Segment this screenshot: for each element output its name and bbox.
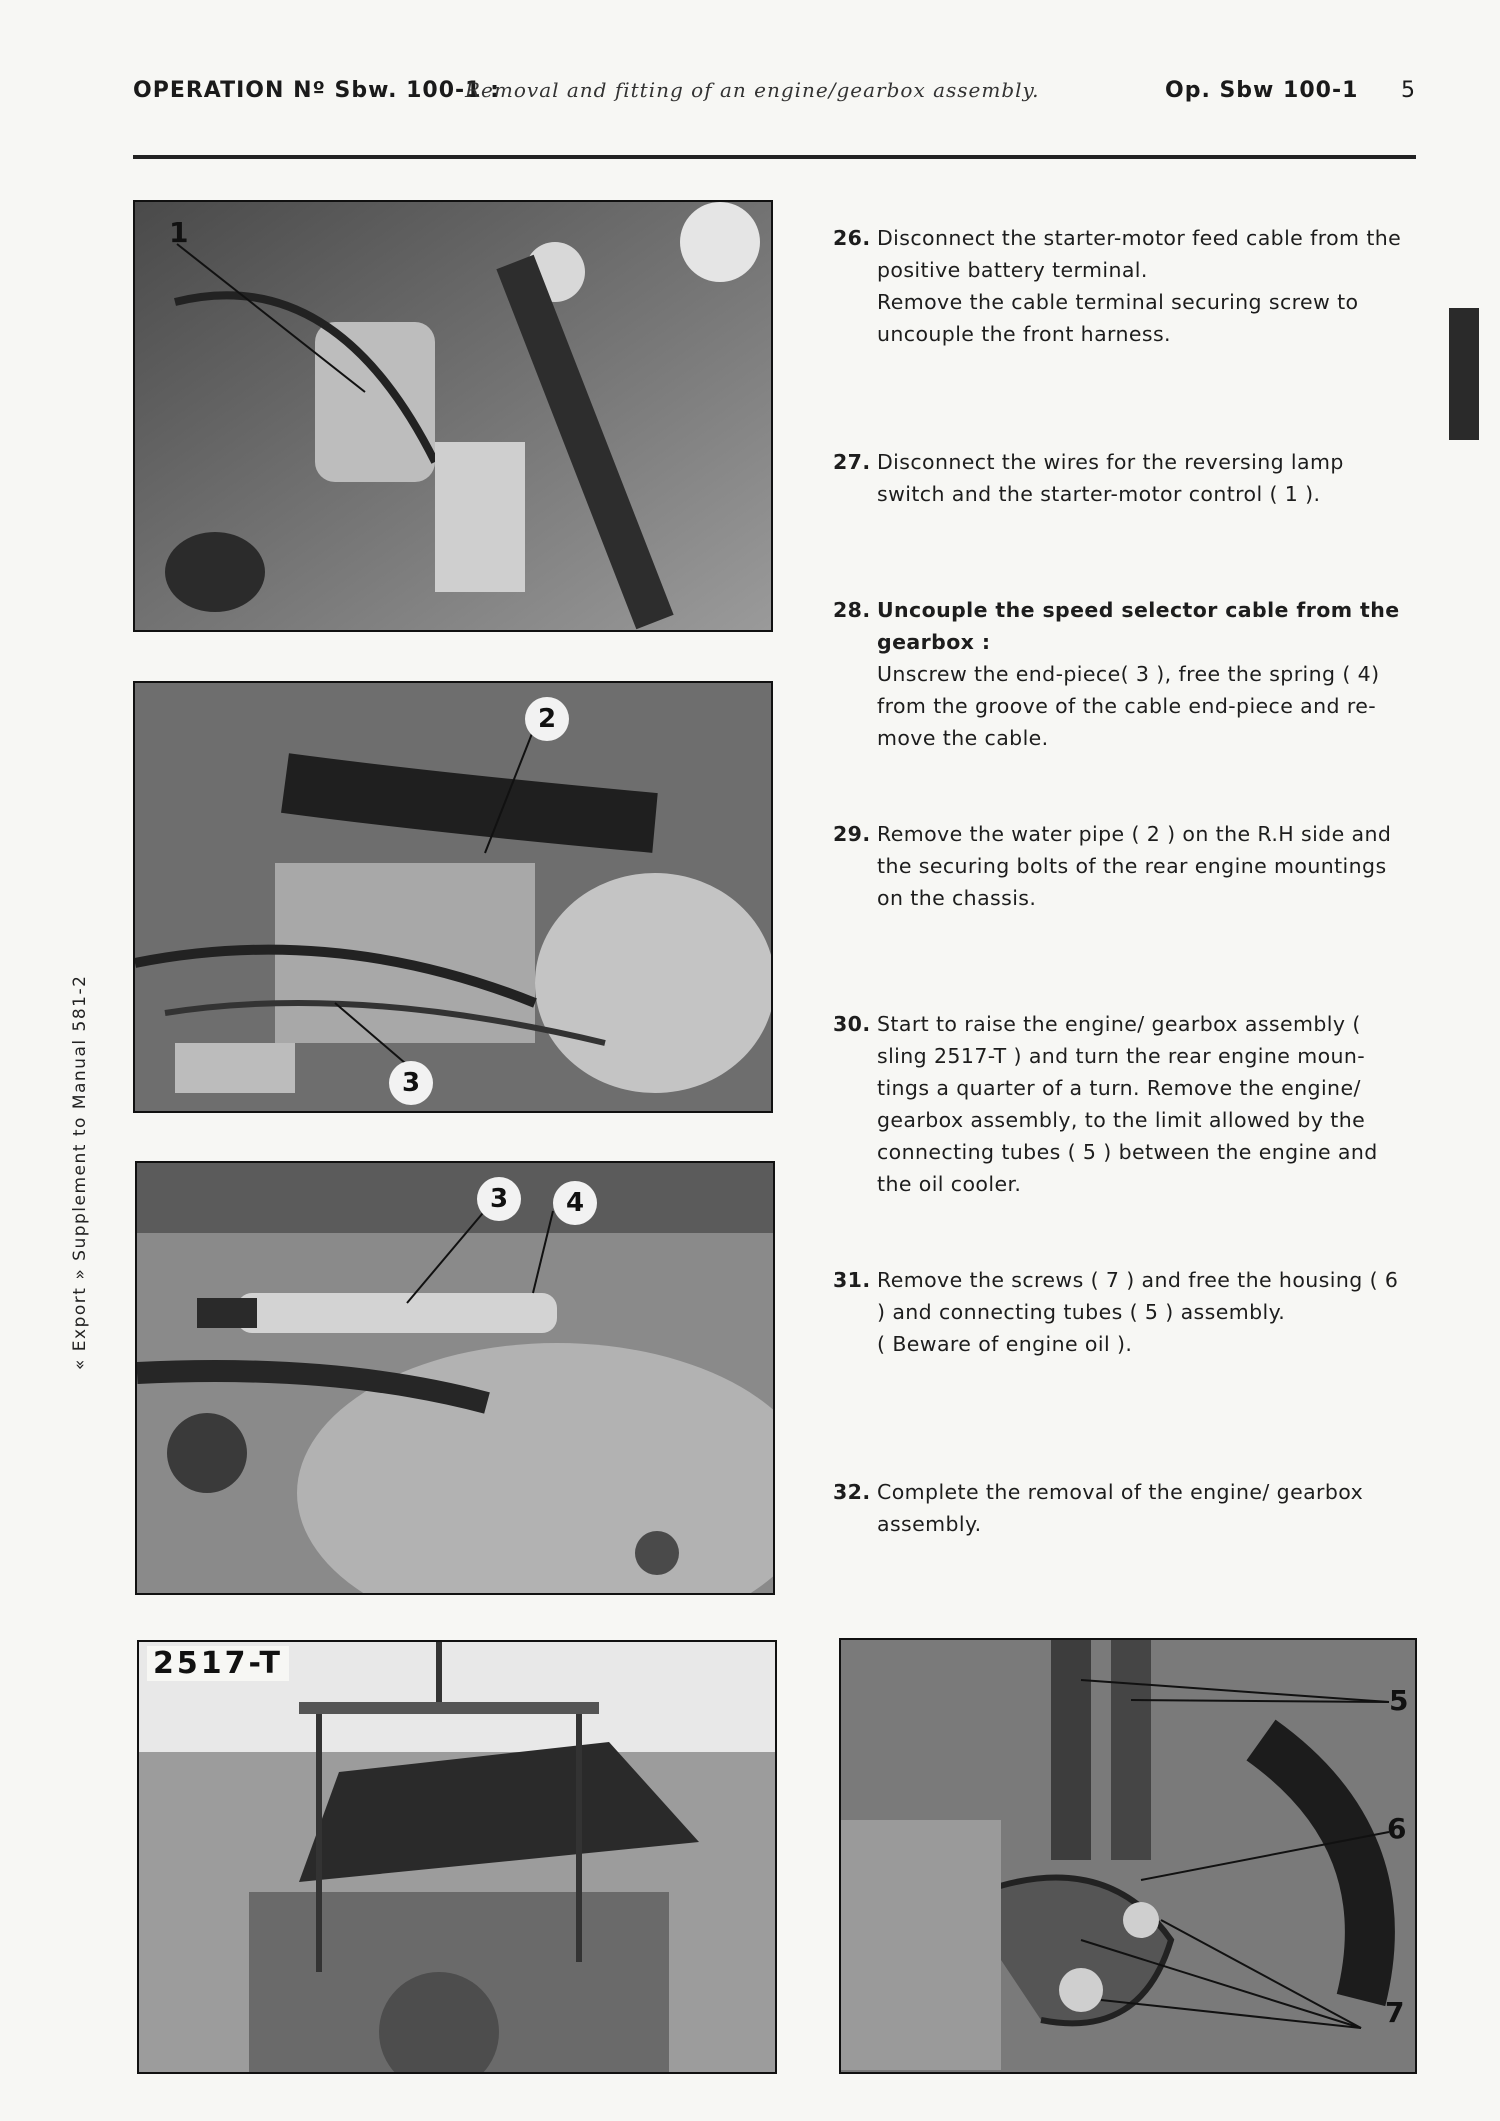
callout-2: 2 — [525, 697, 569, 741]
callout-5: 5 — [1389, 1684, 1409, 1717]
callout-1: 1 — [169, 216, 189, 249]
callout-4: 4 — [553, 1181, 597, 1225]
photo-water-pipe — [133, 681, 773, 1113]
callout-7: 7 — [1385, 1996, 1405, 2029]
page-header — [133, 78, 1416, 112]
operation-code: Op. Sbw 100-1 — [1165, 78, 1359, 103]
thumb-index-mark — [1449, 308, 1479, 440]
step-28: 28. Uncouple the speed selector cable from the gearbox : Unscrew the end-piece( 3 ), free the spring ( 4) from the groove of the cable end-piece and re-move the cable. — [833, 594, 1413, 754]
page-number: 5 — [1401, 78, 1415, 103]
photo-starter-motor — [133, 200, 773, 632]
step-32: 32. Complete the removal of the engine/ gearbox assembly. — [833, 1480, 1364, 1536]
step-29: 29. Remove the water pipe ( 2 ) on the R.H side and the securing bolts of the rear engine mountings on the chassis. — [833, 822, 1392, 910]
step-30: 30. Start to raise the engine/ gearbox assembly ( sling 2517-T ) and turn the rear engine moun-tings a quarter of a turn. Remove the engine/ gearbox assembly, to the limit allowed by the connecting tubes ( 5 ) between the engine and the oil cooler. — [833, 1012, 1378, 1196]
operation-number: OPERATION Nº Sbw. 100-1 : — [133, 78, 500, 103]
callout-3: 3 — [389, 1061, 433, 1105]
callout-3: 3 — [477, 1177, 521, 1221]
tool-label: 2517-T — [147, 1646, 289, 1681]
photo-oil-cooler-tubes — [839, 1638, 1417, 2074]
side-margin-text: « Export » Supplement to Manual 581-2 — [70, 974, 90, 1370]
step-26: 26. Disconnect the starter-motor feed cable from the positive battery terminal. Remove the cable terminal securing screw to uncouple the front harness. — [833, 226, 1402, 346]
step-31: 31. Remove the screws ( 7 ) and free the housing ( 6 ) and connecting tubes ( 5 ) assembly. ( Beware of engine oil ). — [833, 1268, 1399, 1356]
photo-selector-cable — [135, 1161, 775, 1595]
photo-sling-2517-T — [137, 1640, 777, 2074]
operation-title: Removal and fitting of an engine/gearbox assembly. — [465, 78, 1040, 102]
step-28-heading: Uncouple the speed selector cable from the gearbox : — [877, 598, 1400, 654]
header-rule — [133, 155, 1416, 159]
step-27: 27. Disconnect the wires for the reversing lamp switch and the starter-motor control ( 1 ). — [833, 450, 1344, 506]
callout-6: 6 — [1387, 1812, 1407, 1845]
